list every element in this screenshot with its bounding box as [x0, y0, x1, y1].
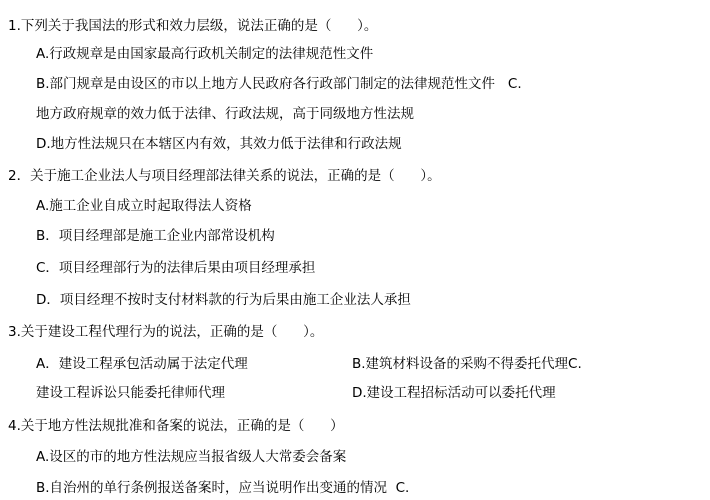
question-3-option-b: B.建筑材料设备的采购不得委托代理C.: [352, 356, 582, 372]
question-1-option-c: 地方政府规章的效力低于法律、行政法规，高于同级地方性法规: [36, 106, 414, 122]
question-3-option-d: D.建设工程招标活动可以委托代理: [352, 385, 556, 401]
question-4-stem: 4.关于地方性法规批准和备案的说法，正确的是（ ）: [8, 418, 344, 434]
question-1-option-b: B.部门规章是由设区的市以上地方人民政府各行政部门制定的法律规范性文件 C.: [36, 76, 522, 92]
question-2-option-d: D．项目经理不按时支付材料款的行为后果由施工企业法人承担: [36, 292, 411, 308]
question-3-option-a: A．建设工程承包活动属于法定代理: [36, 356, 248, 372]
question-1-option-d: D.地方性法规只在本辖区内有效，其效力低于法律和行政法规: [36, 136, 402, 152]
question-1-stem: 1.下列关于我国法的形式和效力层级，说法正确的是（ ）。: [8, 18, 378, 34]
question-1-option-a: A.行政规章是由国家最高行政机关制定的法律规范性文件: [36, 46, 374, 62]
question-2-stem: 2．关于施工企业法人与项目经理部法律关系的说法，正确的是（ ）。: [8, 168, 441, 184]
question-3-option-c: 建设工程诉讼只能委托律师代理: [36, 385, 225, 401]
question-3-stem: 3.关于建设工程代理行为的说法，正确的是（ ）。: [8, 324, 324, 340]
question-4-option-a: A.设区的市的地方性法规应当报省级人大常委会备案: [36, 449, 347, 465]
question-2-option-c: C．项目经理部行为的法律后果由项目经理承担: [36, 260, 316, 276]
question-4-option-b: B.自治州的单行条例报送备案时，应当说明作出变通的情况 C.: [36, 480, 410, 496]
question-2-option-a: A.施工企业自成立时起取得法人资格: [36, 198, 252, 214]
question-2-option-b: B．项目经理部是施工企业内部常设机构: [36, 228, 275, 244]
